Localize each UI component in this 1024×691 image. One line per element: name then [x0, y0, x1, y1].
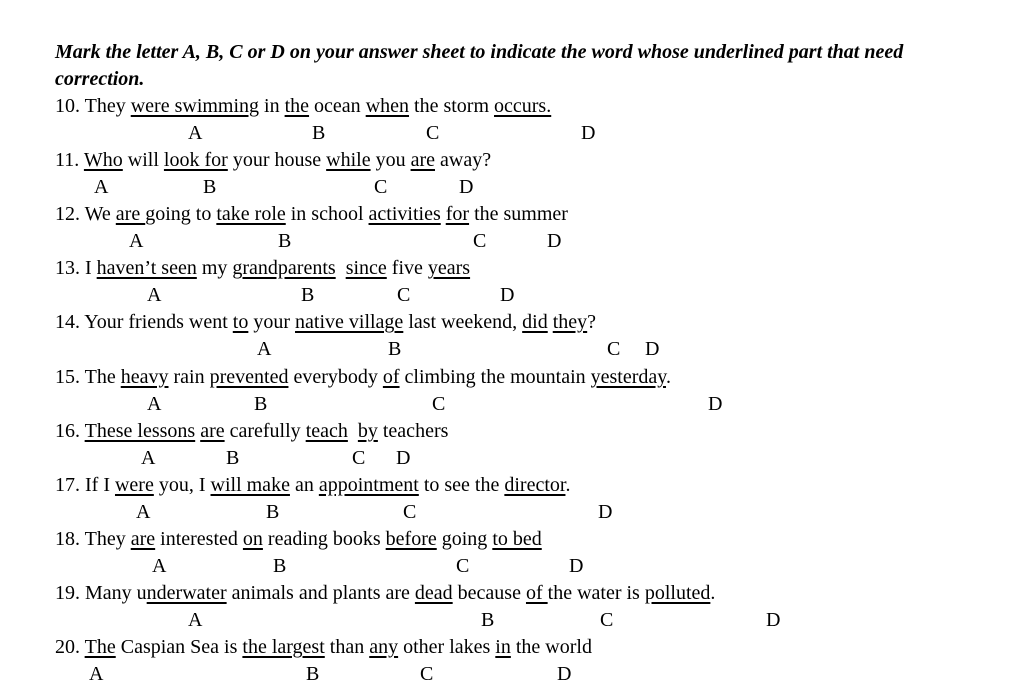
question-number: 11. — [55, 149, 80, 171]
underlined-part: before — [385, 528, 437, 550]
underlined-part: to — [232, 311, 249, 333]
question-20 — [55, 635, 592, 659]
option-c-label: C — [456, 555, 470, 577]
option-a-label: A — [188, 609, 203, 631]
instructions — [55, 39, 1024, 93]
sentence-text: to see the — [418, 474, 505, 496]
option-d-label: D — [500, 284, 515, 306]
option-c-label: C — [473, 230, 487, 252]
underlined-part: dead — [414, 582, 453, 604]
question-number: 17. — [55, 474, 80, 496]
underlined-part: are — [200, 420, 225, 442]
sentence-text: teachers — [377, 420, 449, 442]
sentence-text: going to — [145, 203, 217, 225]
option-d-label: D — [459, 176, 474, 198]
question-number: 19. — [55, 582, 80, 604]
underlined-part: the — [284, 95, 310, 117]
question-11 — [55, 148, 491, 172]
option-b-label: B — [278, 230, 292, 252]
underlined-part: are — [130, 528, 156, 550]
sentence-text: five — [386, 257, 428, 279]
underlined-part: to bed — [492, 528, 542, 550]
underlined-part: native village — [295, 311, 404, 333]
question-16 — [55, 419, 448, 443]
underlined-part: the largest — [242, 636, 325, 658]
sentence-text: animals and plants are — [226, 582, 415, 604]
option-c-label: C — [607, 338, 621, 360]
option-a-label: A — [89, 663, 104, 685]
question-13 — [55, 256, 470, 280]
underlined-part: look for — [163, 149, 228, 171]
option-a-label: A — [141, 447, 156, 469]
option-c-label: C — [432, 393, 446, 415]
sentence-text — [336, 257, 346, 279]
sentence-text: Caspian Sea is — [115, 636, 243, 658]
sentence-text: than — [324, 636, 370, 658]
sentence-text: you, I — [153, 474, 211, 496]
question-number: 16. — [55, 420, 80, 442]
option-c-label: C — [403, 501, 417, 523]
sentence-text: ocean — [309, 95, 366, 117]
underlined-part: appointment — [318, 474, 419, 496]
question-number: 15. — [55, 366, 80, 388]
sentence-text: in — [259, 95, 285, 117]
option-b-label: B — [388, 338, 402, 360]
sentence-text: I — [85, 257, 97, 279]
question-19 — [55, 581, 715, 605]
question-number: 18. — [55, 528, 80, 550]
option-b-label: B — [273, 555, 287, 577]
sentence-text: away? — [435, 149, 492, 171]
underlined-part: yesterday — [590, 366, 666, 388]
sentence-text: everybody — [288, 366, 383, 388]
option-b-label: B — [306, 663, 320, 685]
underlined-part: for — [445, 203, 470, 225]
sentence-text: the world — [510, 636, 592, 658]
underlined-part: were — [114, 474, 154, 496]
sentence-text: the water is — [547, 582, 645, 604]
sentence-text: last weekend, — [403, 311, 523, 333]
instruction-line-1: Mark the letter A, B, C or D on your answer sheet to indicate the word whose underlined part that need — [55, 41, 904, 63]
option-d-label: D — [569, 555, 584, 577]
option-a-label: A — [147, 284, 162, 306]
option-d-label: D — [708, 393, 723, 415]
underlined-part: These lessons — [84, 420, 196, 442]
question-number: 10. — [55, 95, 80, 117]
option-a-label: A — [147, 393, 162, 415]
option-b-label: B — [301, 284, 315, 306]
option-c-label: C — [600, 609, 614, 631]
option-a-label: A — [129, 230, 144, 252]
underlined-part: were swimming — [130, 95, 260, 117]
sentence-text: the storm — [409, 95, 495, 117]
underlined-part: teach — [305, 420, 348, 442]
sentence-text: interested — [155, 528, 243, 550]
option-d-label: D — [766, 609, 781, 631]
option-d-label: D — [396, 447, 411, 469]
sentence-text: Many u — [85, 582, 147, 604]
underlined-part: while — [326, 149, 371, 171]
sentence-text: going — [436, 528, 493, 550]
sentence-text: your — [248, 311, 296, 333]
question-18 — [55, 527, 542, 551]
option-b-label: B — [312, 122, 326, 144]
question-number: 12. — [55, 203, 80, 225]
underlined-part: director — [504, 474, 566, 496]
question-number: 13. — [55, 257, 80, 279]
option-a-label: A — [152, 555, 167, 577]
sentence-text: my — [196, 257, 233, 279]
sentence-text: will — [122, 149, 164, 171]
sentence-text: If I — [85, 474, 115, 496]
underlined-part: they — [552, 311, 588, 333]
underlined-part: are — [410, 149, 435, 171]
option-c-label: C — [426, 122, 440, 144]
option-d-label: D — [645, 338, 660, 360]
sentence-text: the summer — [469, 203, 568, 225]
underlined-part: of — [382, 366, 400, 388]
underlined-part: polluted — [644, 582, 711, 604]
option-d-label: D — [581, 122, 596, 144]
underlined-part: The — [84, 636, 116, 658]
sentence-text: . — [710, 582, 716, 604]
sentence-text: They — [84, 528, 131, 550]
question-number: 14. — [55, 311, 80, 333]
sentence-text: We — [84, 203, 116, 225]
underlined-part: heavy — [120, 366, 169, 388]
underlined-part: activities — [368, 203, 441, 225]
option-c-label: C — [420, 663, 434, 685]
sentence-text: Your friends went — [84, 311, 233, 333]
question-10 — [55, 94, 551, 118]
option-c-label: C — [374, 176, 388, 198]
underlined-part: in — [495, 636, 511, 658]
question-15 — [55, 365, 671, 389]
sentence-text: because — [452, 582, 526, 604]
option-a-label: A — [188, 122, 203, 144]
option-d-label: D — [557, 663, 572, 685]
sentence-text: other lakes — [398, 636, 496, 658]
question-14 — [55, 310, 596, 334]
underlined-part: will make — [210, 474, 290, 496]
sentence-text: rain — [168, 366, 210, 388]
option-a-label: A — [94, 176, 109, 198]
option-b-label: B — [254, 393, 268, 415]
question-number: 20. — [55, 636, 80, 658]
option-b-label: B — [266, 501, 280, 523]
option-b-label: B — [481, 609, 495, 631]
option-d-label: D — [598, 501, 613, 523]
sentence-text: ? — [587, 311, 597, 333]
sentence-text: . — [565, 474, 571, 496]
sentence-text: carefully — [224, 420, 306, 442]
underlined-part: by — [357, 420, 378, 442]
underlined-part: nderwater — [146, 582, 227, 604]
instruction-line-2: correction. — [55, 68, 145, 90]
sentence-text: your house — [227, 149, 327, 171]
underlined-part: since — [345, 257, 387, 279]
option-d-label: D — [547, 230, 562, 252]
underlined-part: occurs. — [494, 95, 552, 117]
sentence-text: reading books — [262, 528, 386, 550]
option-b-label: B — [203, 176, 217, 198]
underlined-part: take role — [216, 203, 286, 225]
sentence-text: an — [289, 474, 319, 496]
sentence-text: The — [84, 366, 121, 388]
sentence-text: in school — [285, 203, 369, 225]
underlined-part: are — [115, 203, 146, 225]
sentence-text: They — [84, 95, 131, 117]
option-a-label: A — [257, 338, 272, 360]
underlined-part: on — [242, 528, 263, 550]
option-c-label: C — [352, 447, 366, 469]
question-12 — [55, 202, 568, 226]
sentence-text: climbing the mountain — [399, 366, 591, 388]
sentence-text: you — [370, 149, 411, 171]
underlined-part: years — [427, 257, 471, 279]
option-a-label: A — [136, 501, 151, 523]
underlined-part: any — [369, 636, 399, 658]
underlined-part: did — [522, 311, 548, 333]
question-17 — [55, 473, 570, 497]
underlined-part: of — [525, 582, 548, 604]
option-c-label: C — [397, 284, 411, 306]
option-b-label: B — [226, 447, 240, 469]
underlined-part: grandparents — [232, 257, 336, 279]
sentence-text: . — [665, 366, 671, 388]
underlined-part: when — [365, 95, 410, 117]
sentence-text — [348, 420, 358, 442]
underlined-part: prevented — [209, 366, 289, 388]
underlined-part: Who — [83, 149, 123, 171]
underlined-part: haven’t seen — [96, 257, 197, 279]
